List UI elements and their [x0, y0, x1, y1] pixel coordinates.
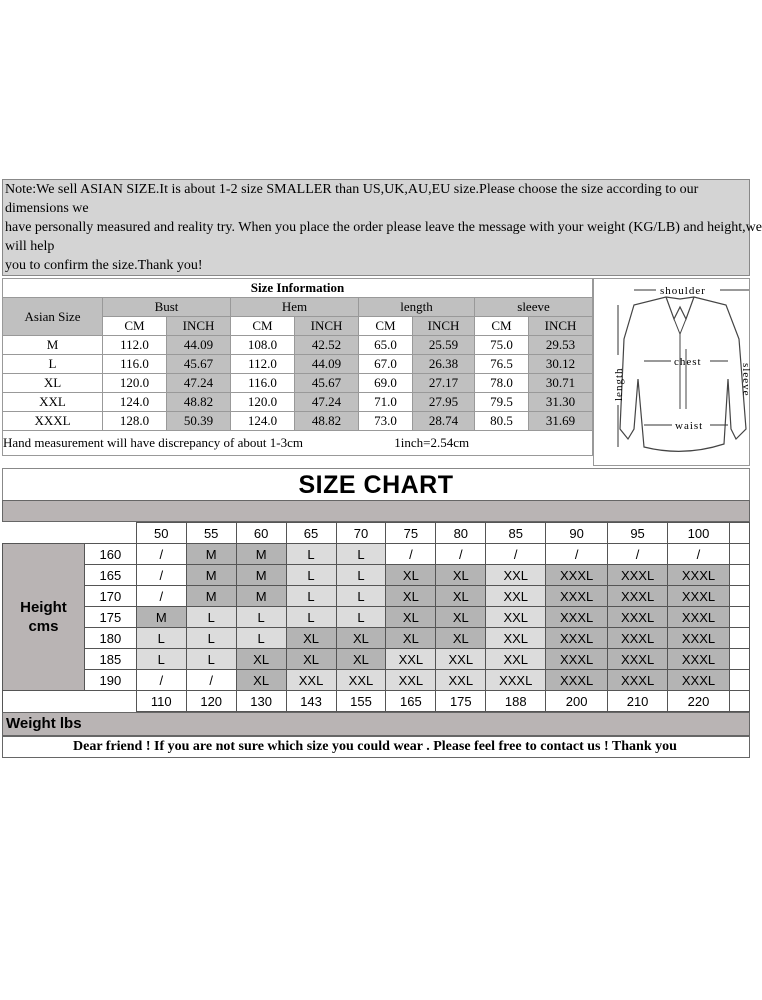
hem-header: Hem — [231, 298, 359, 317]
size-cell: M — [186, 544, 236, 565]
weight-kg-cell: 85 — [486, 523, 546, 544]
measurement-cell: 50.39 — [167, 412, 231, 431]
size-cell: / — [608, 544, 668, 565]
size-cell: L — [286, 565, 336, 586]
size-cell: XXXL — [608, 565, 668, 586]
weight-lbs-cell: 188 — [486, 691, 546, 712]
size-cell: XXXL — [668, 607, 730, 628]
measurement-cell: 79.5 — [475, 393, 529, 412]
size-cell: XL — [236, 649, 286, 670]
weight-kg-row — [3, 523, 750, 544]
size-cell: XXL — [486, 586, 546, 607]
weight-lbs-cell: 165 — [386, 691, 436, 712]
size-cell: XL — [436, 607, 486, 628]
unit-header: INCH — [413, 317, 475, 336]
measurement-cell: 112.0 — [231, 355, 295, 374]
size-cell: / — [136, 670, 186, 691]
bust-header: Bust — [103, 298, 231, 317]
size-cell: L — [236, 628, 286, 649]
weight-lbs-cell: 143 — [286, 691, 336, 712]
overflow-cell — [729, 523, 749, 544]
size-cell: XL — [386, 586, 436, 607]
size-cell: / — [136, 586, 186, 607]
size-note — [2, 179, 762, 276]
size-cell: XXXL — [668, 586, 730, 607]
size-cell: / — [136, 565, 186, 586]
asian-size-header: Asian Size — [3, 298, 103, 336]
chart-header-bar — [2, 500, 750, 522]
size-cell: XXXL — [668, 670, 730, 691]
note-line: dimensions we — [5, 201, 89, 216]
size-cell: XXL — [336, 670, 386, 691]
size-chart-title: SIZE CHART — [2, 468, 750, 500]
size-cell: XXXL — [486, 670, 546, 691]
height-row — [3, 544, 750, 565]
unit-header: CM — [103, 317, 167, 336]
weight-lbs-cell: 220 — [668, 691, 730, 712]
size-cell: L — [236, 607, 286, 628]
weight-kg-cell: 95 — [608, 523, 668, 544]
discrepancy-note: Hand measurement will have discrepancy of about 1-3cm — [3, 435, 303, 450]
size-cell: XXL — [286, 670, 336, 691]
measurement-cell: 48.82 — [295, 412, 359, 431]
weight-lbs-cell: 130 — [236, 691, 286, 712]
height-value: 175 — [84, 607, 136, 628]
measurement-cell: 73.0 — [359, 412, 413, 431]
unit-header: INCH — [295, 317, 359, 336]
size-information-table — [2, 278, 592, 464]
measurement-cell: 116.0 — [231, 374, 295, 393]
size-cell: M — [136, 607, 186, 628]
measurement-cell: 128.0 — [103, 412, 167, 431]
sleeve-header: sleeve — [475, 298, 593, 317]
weight-lbs-cell: 200 — [546, 691, 608, 712]
note-line: will help — [5, 239, 55, 254]
size-cell: XL — [286, 628, 336, 649]
measurement-cell: 28.74 — [413, 412, 475, 431]
size-cell: XXL — [386, 649, 436, 670]
overflow-cell — [729, 586, 749, 607]
height-value: 185 — [84, 649, 136, 670]
shoulder-label: shoulder — [660, 285, 706, 297]
measurement-cell: 80.5 — [475, 412, 529, 431]
size-cell: XXL — [386, 670, 436, 691]
corner-cell — [3, 691, 137, 712]
weight-kg-cell: 60 — [236, 523, 286, 544]
size-cell: XXXL — [546, 628, 608, 649]
size-cell: L — [336, 607, 386, 628]
weight-kg-cell: 90 — [546, 523, 608, 544]
measurement-cell: 112.0 — [103, 336, 167, 355]
measurement-cell: 27.95 — [413, 393, 475, 412]
weight-lbs-cell: 175 — [436, 691, 486, 712]
size-label: XL — [3, 374, 103, 393]
size-cell: XL — [336, 628, 386, 649]
height-row — [3, 649, 750, 670]
size-label: M — [3, 336, 103, 355]
weight-kg-cell: 70 — [336, 523, 386, 544]
size-label: XXL — [3, 393, 103, 412]
measurement-cell: 71.0 — [359, 393, 413, 412]
overflow-cell — [729, 670, 749, 691]
size-cell: / — [386, 544, 436, 565]
size-cell: XL — [436, 586, 486, 607]
sleeve-label: sleeve — [740, 363, 752, 397]
size-label: L — [3, 355, 103, 374]
shirt-illustration — [593, 278, 750, 466]
weight-lbs-cell: 210 — [608, 691, 668, 712]
size-cell: M — [236, 565, 286, 586]
height-label — [3, 544, 85, 691]
weight-kg-cell: 50 — [136, 523, 186, 544]
measurement-cell: 69.0 — [359, 374, 413, 393]
measurement-cell: 45.67 — [295, 374, 359, 393]
measurement-cell: 44.09 — [295, 355, 359, 374]
height-value: 190 — [84, 670, 136, 691]
weight-lbs-label: Weight lbs — [2, 712, 750, 736]
height-row — [3, 628, 750, 649]
unit-header: CM — [359, 317, 413, 336]
note-line: have personally measured and reality try. When you place the order please leave the message with your weight (KG/LB) and height,we — [5, 220, 762, 235]
size-cell: L — [286, 544, 336, 565]
measurement-cell: 120.0 — [103, 374, 167, 393]
size-cell: L — [186, 607, 236, 628]
size-cell: XXXL — [668, 628, 730, 649]
overflow-cell — [729, 565, 749, 586]
size-cell: L — [286, 607, 336, 628]
size-cell: M — [186, 586, 236, 607]
note-line: Note:We sell ASIAN SIZE.It is about 1-2 size SMALLER than US,UK,AU,EU size.Please choose the size according to our — [5, 182, 699, 197]
waist-label: waist — [675, 420, 704, 432]
height-row — [3, 586, 750, 607]
size-cell: XXXL — [608, 649, 668, 670]
measurement-cell: 45.67 — [167, 355, 231, 374]
size-info-row — [3, 336, 593, 355]
measurement-cell: 75.0 — [475, 336, 529, 355]
size-cell: XXL — [486, 565, 546, 586]
measurement-cell: 30.12 — [529, 355, 593, 374]
size-cell: M — [186, 565, 236, 586]
size-cell: L — [336, 544, 386, 565]
size-cell: XL — [436, 628, 486, 649]
size-cell: XXXL — [608, 628, 668, 649]
overflow-cell — [729, 628, 749, 649]
inch-conversion: 1inch=2.54cm — [394, 435, 470, 450]
size-cell: L — [186, 628, 236, 649]
measurement-cell: 124.0 — [231, 412, 295, 431]
size-cell: XXXL — [546, 565, 608, 586]
measurement-cell: 48.82 — [167, 393, 231, 412]
size-cell: XL — [336, 649, 386, 670]
height-row — [3, 565, 750, 586]
weight-lbs-cell: 110 — [136, 691, 186, 712]
size-cell: / — [436, 544, 486, 565]
overflow-cell — [729, 691, 749, 712]
measurement-cell: 67.0 — [359, 355, 413, 374]
weight-kg-cell: 65 — [286, 523, 336, 544]
measurement-cell: 27.17 — [413, 374, 475, 393]
length-header: length — [359, 298, 475, 317]
size-cell: XXXL — [546, 586, 608, 607]
measurement-cell: 124.0 — [103, 393, 167, 412]
measurement-cell: 30.71 — [529, 374, 593, 393]
measurement-cell: 116.0 — [103, 355, 167, 374]
size-cell: XXXL — [608, 586, 668, 607]
unit-header: CM — [475, 317, 529, 336]
size-cell: XXL — [486, 628, 546, 649]
note-line: you to confirm the size.Thank you! — [5, 258, 203, 273]
overflow-cell — [729, 649, 749, 670]
height-value: 165 — [84, 565, 136, 586]
measurement-cell: 108.0 — [231, 336, 295, 355]
size-cell: M — [236, 586, 286, 607]
height-value: 160 — [84, 544, 136, 565]
size-cell: XXXL — [668, 649, 730, 670]
size-info-title: Size Information — [3, 279, 593, 298]
size-cell: / — [186, 670, 236, 691]
measurement-cell: 29.53 — [529, 336, 593, 355]
size-cell: XXXL — [608, 607, 668, 628]
chest-label: chest — [674, 356, 702, 368]
size-cell: XL — [386, 628, 436, 649]
unit-header: INCH — [167, 317, 231, 336]
unit-header: CM — [231, 317, 295, 336]
weight-kg-cell: 100 — [668, 523, 730, 544]
size-cell: L — [186, 649, 236, 670]
size-cell: M — [236, 544, 286, 565]
weight-kg-cell: 75 — [386, 523, 436, 544]
height-label-unit: cms — [28, 618, 59, 635]
measurement-cell: 31.30 — [529, 393, 593, 412]
size-cell: / — [668, 544, 730, 565]
size-cell: XL — [286, 649, 336, 670]
size-cell: L — [336, 586, 386, 607]
measurement-cell: 120.0 — [231, 393, 295, 412]
size-cell: / — [486, 544, 546, 565]
size-info-row — [3, 393, 593, 412]
size-label: XXXL — [3, 412, 103, 431]
measurement-cell: 42.52 — [295, 336, 359, 355]
size-info-row — [3, 412, 593, 431]
size-info-row — [3, 374, 593, 393]
size-cell: L — [136, 649, 186, 670]
contact-message: Dear friend ! If you are not sure which size you could wear . Please feel free to contact us ! Thank you — [2, 736, 750, 758]
size-cell: XXL — [486, 607, 546, 628]
size-cell: / — [136, 544, 186, 565]
size-cell: XL — [236, 670, 286, 691]
size-cell: / — [546, 544, 608, 565]
size-cell: L — [136, 628, 186, 649]
weight-lbs-cell: 120 — [186, 691, 236, 712]
weight-kg-cell: 55 — [186, 523, 236, 544]
size-cell: XXXL — [668, 565, 730, 586]
corner-cell — [3, 523, 137, 544]
size-cell: L — [336, 565, 386, 586]
size-cell: XL — [386, 565, 436, 586]
size-info-footer — [3, 431, 593, 456]
size-chart — [2, 468, 750, 712]
overflow-cell — [729, 544, 749, 565]
weight-lbs-row — [3, 691, 750, 712]
height-row — [3, 670, 750, 691]
measurement-cell: 47.24 — [167, 374, 231, 393]
measurement-cell: 65.0 — [359, 336, 413, 355]
height-value: 170 — [84, 586, 136, 607]
unit-header: INCH — [529, 317, 593, 336]
height-weight-grid — [2, 522, 750, 712]
size-cell: XXL — [436, 670, 486, 691]
size-cell: XXL — [486, 649, 546, 670]
size-cell: L — [286, 586, 336, 607]
size-cell: XXXL — [546, 670, 608, 691]
measurement-cell: 25.59 — [413, 336, 475, 355]
measurement-cell: 31.69 — [529, 412, 593, 431]
size-cell: XL — [386, 607, 436, 628]
height-value: 180 — [84, 628, 136, 649]
size-cell: XL — [436, 565, 486, 586]
weight-lbs-cell: 155 — [336, 691, 386, 712]
measurement-cell: 44.09 — [167, 336, 231, 355]
measurement-cell: 26.38 — [413, 355, 475, 374]
measurement-cell: 78.0 — [475, 374, 529, 393]
overflow-cell — [729, 607, 749, 628]
height-row — [3, 607, 750, 628]
size-info-row — [3, 355, 593, 374]
length-label: length — [613, 367, 625, 401]
measurement-cell: 76.5 — [475, 355, 529, 374]
height-label-text: Height — [20, 599, 67, 616]
size-cell: XXXL — [546, 607, 608, 628]
weight-kg-cell: 80 — [436, 523, 486, 544]
size-cell: XXXL — [546, 649, 608, 670]
size-cell: XXXL — [608, 670, 668, 691]
shirt-icon — [594, 279, 752, 465]
measurement-cell: 47.24 — [295, 393, 359, 412]
size-cell: XXL — [436, 649, 486, 670]
